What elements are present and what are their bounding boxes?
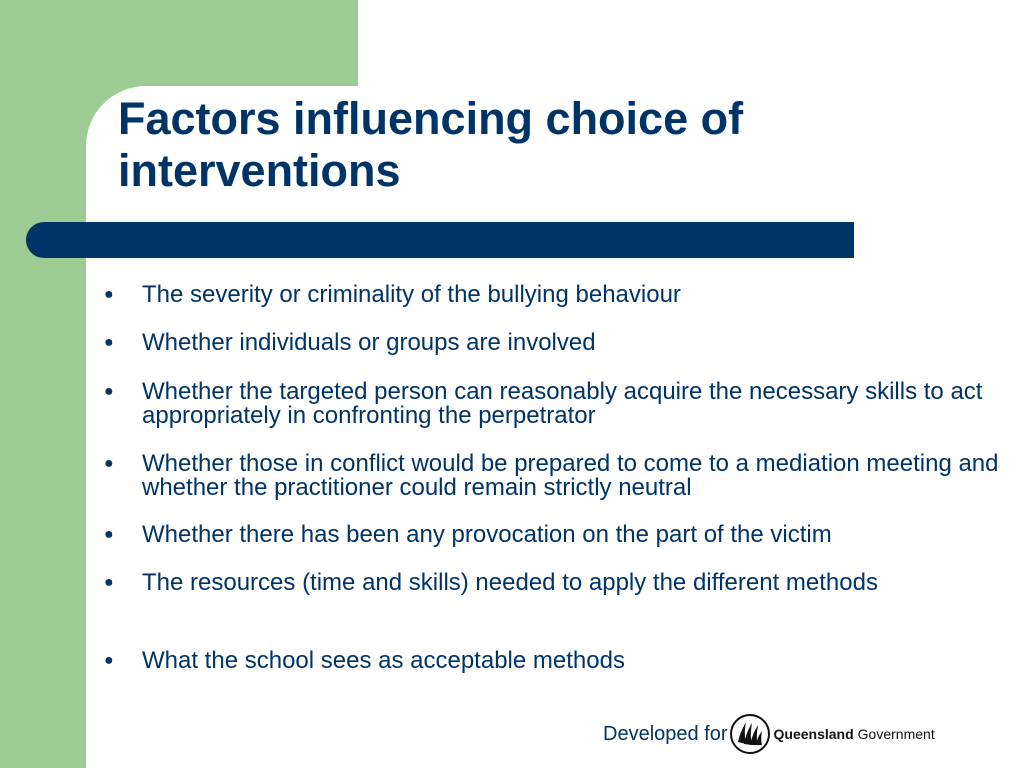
queensland-crest-icon bbox=[730, 714, 770, 754]
bullet-dot-icon: ● bbox=[104, 286, 114, 303]
bullet-item bbox=[104, 571, 1004, 595]
bullet-item bbox=[104, 452, 1004, 500]
logo-text-queensland: Queensland bbox=[773, 726, 854, 742]
bullet-dot-icon: ● bbox=[104, 383, 114, 400]
queensland-government-logo bbox=[730, 714, 935, 754]
bullet-item bbox=[104, 331, 1004, 355]
bullet-dot-icon: ● bbox=[104, 334, 114, 351]
slide-title: Factors influencing choice of interventions bbox=[118, 93, 744, 196]
bullet-dot-icon: ● bbox=[104, 455, 114, 472]
bullet-text: Whether individuals or groups are involved bbox=[142, 329, 596, 356]
bullet-item bbox=[104, 649, 1004, 673]
developed-for-label: Developed for bbox=[603, 723, 728, 745]
bullet-text: The resources (time and skills) needed to apply the different methods bbox=[142, 569, 878, 596]
bullet-dot-icon: ● bbox=[104, 652, 114, 669]
bullet-item bbox=[104, 380, 1004, 428]
bullet-text: What the school sees as acceptable methods bbox=[142, 647, 625, 674]
footer bbox=[603, 712, 935, 756]
bullet-item bbox=[104, 523, 1004, 547]
bullet-text: Whether the targeted person can reasonably acquire the necessary skills to act appropriately in confronting the perpetrator bbox=[142, 378, 983, 429]
title-divider-bar bbox=[26, 222, 854, 258]
bullet-dot-icon: ● bbox=[104, 574, 114, 591]
logo-text-government: Government bbox=[857, 726, 935, 742]
bullet-text: Whether those in conflict would be prepared to come to a mediation meeting and whether the practitioner could remain strictly neutral bbox=[142, 450, 999, 501]
bullet-item bbox=[104, 283, 1004, 307]
bullet-text: The severity or criminality of the bullying behaviour bbox=[142, 281, 681, 308]
bullet-text: Whether there has been any provocation on the part of the victim bbox=[142, 521, 832, 548]
bullet-dot-icon: ● bbox=[104, 526, 114, 543]
